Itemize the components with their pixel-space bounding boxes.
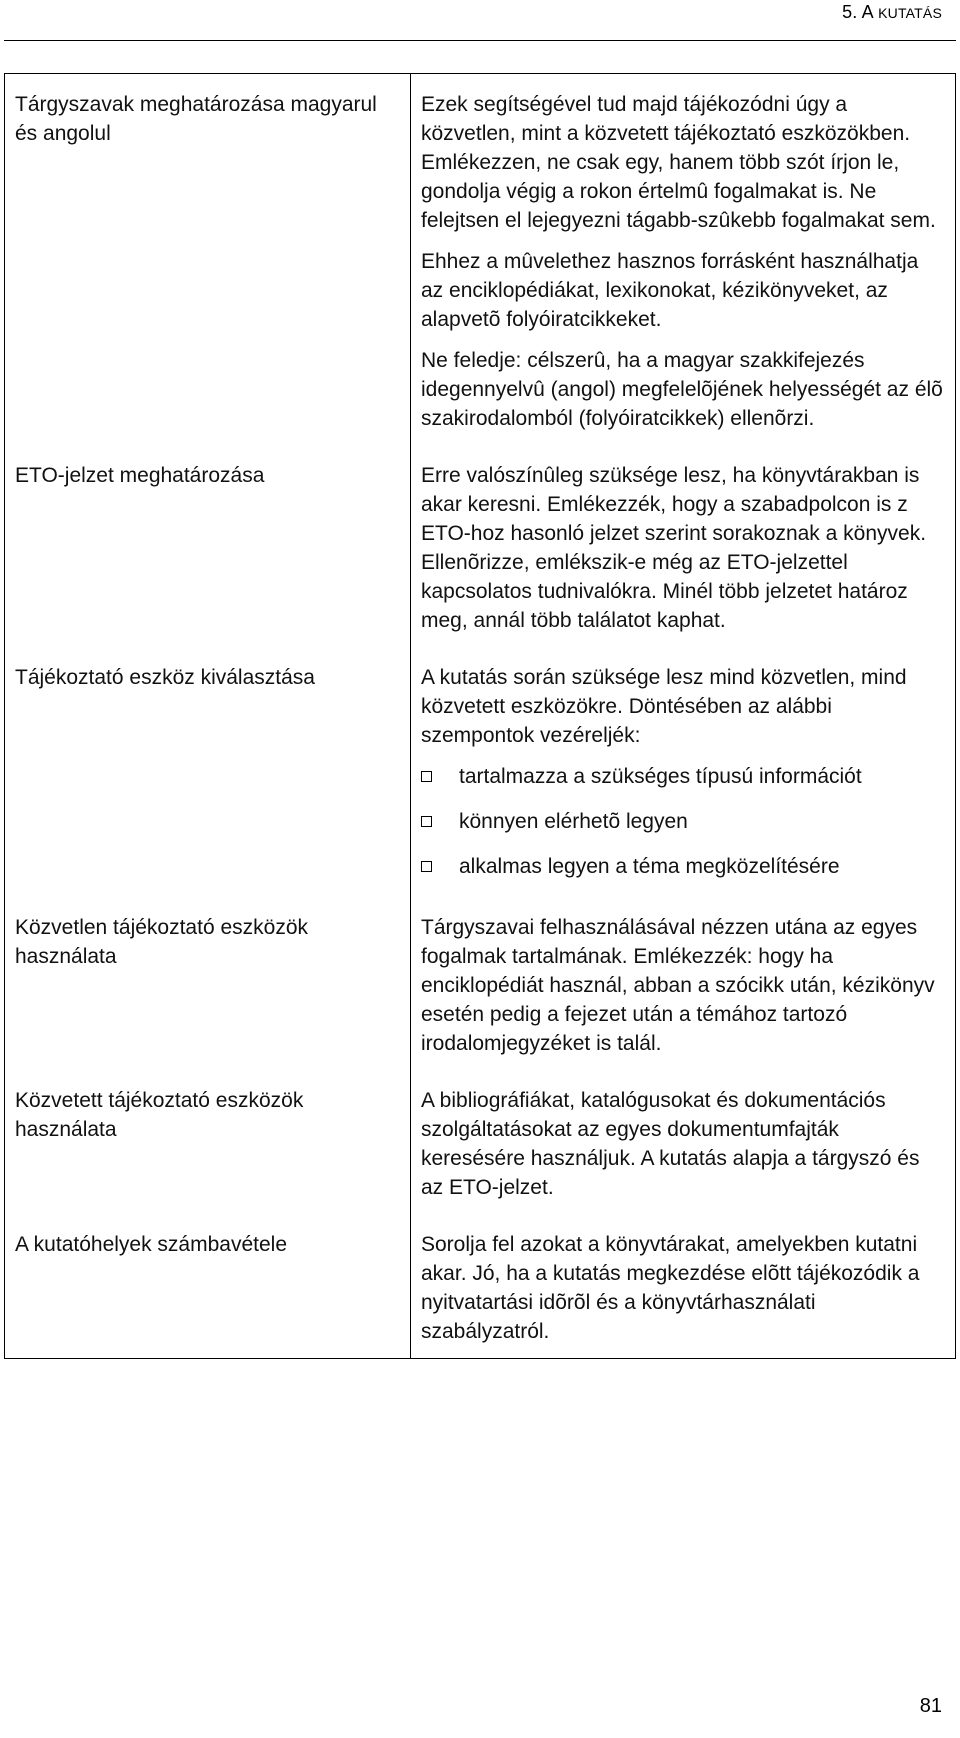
page-number: 81 xyxy=(919,1695,942,1717)
checklist-item-label: tartalmazza a szükséges típusú információt xyxy=(459,765,862,788)
chapter-title: KUTATÁS xyxy=(878,5,942,21)
description-paragraph: Ezek segítségével tud majd tájékozódni úgy a közvetlen, mint a közvetett tájékoztató eszközökben. Emlékezzen, ne csak egy, hanem több szót írjon le, gondolja végig a rokon értelmû fogalmakat is. Ne felejtsen el lejegyezni tágabb-szûkebb fogalmakat sem. xyxy=(421,93,936,232)
description-cell xyxy=(411,1070,956,1214)
topic-label: A kutatóhelyek számbavétele xyxy=(15,1233,287,1256)
topic-label: Közvetlen tájékoztató eszközök használata xyxy=(15,916,308,968)
running-header xyxy=(842,2,942,23)
description-cell xyxy=(411,1214,956,1359)
criteria-checklist xyxy=(421,762,945,881)
checklist-item xyxy=(421,807,945,836)
chapter-number: 5. A xyxy=(842,2,873,22)
topic-cell xyxy=(5,897,411,1070)
checklist-item-label: könnyen elérhetõ legyen xyxy=(459,810,688,833)
checklist-item xyxy=(421,762,945,791)
topic-label: ETO-jelzet meghatározása xyxy=(15,464,265,487)
table-row xyxy=(5,647,956,897)
topic-cell xyxy=(5,445,411,647)
topic-cell xyxy=(5,1070,411,1214)
description-paragraph: Ehhez a mûvelethez hasznos forrásként használhatja az enciklopédiákat, lexikonokat, kézikönyveket, az alapvetõ folyóiratcikkeket. xyxy=(421,250,919,331)
topic-cell xyxy=(5,647,411,897)
description-paragraph: A bibliográfiákat, katalógusokat és dokumentációs szolgáltatásokat az egyes dokumentumfajták keresésére használjuk. A kutatás alapja a tárgyszó és az ETO-jelzet. xyxy=(421,1089,920,1199)
research-steps-table xyxy=(4,73,956,1359)
table-row xyxy=(5,1070,956,1214)
description-paragraph: Sorolja fel azokat a könyvtárakat, amelyekben kutatni akar. Jó, ha a kutatás megkezdése elõtt tájékozódik a nyitvatartási idõrõl és a könyvtárhasználati szabályzatról. xyxy=(421,1233,920,1343)
description-cell xyxy=(411,897,956,1070)
description-paragraph: Erre valószínûleg szüksége lesz, ha könyvtárakban is akar keresni. Emlékezzék, hogy a szabadpolcon is z ETO-hoz hasonló jelzet szerint sorakoznak a könyvek. Ellenõrizze, emlékszik-e még az ETO-jelzettel kapcsolatos tudnivalókra. Minél több jelzetet határoz meg, annál több találatot kaphat. xyxy=(421,464,927,632)
table-row xyxy=(5,445,956,647)
topic-label: Tárgyszavak meghatározása magyarul és angolul xyxy=(15,93,377,145)
table-row xyxy=(5,74,956,446)
table-row xyxy=(5,897,956,1070)
topic-cell xyxy=(5,1214,411,1359)
checkbox-icon xyxy=(421,816,432,827)
topic-cell xyxy=(5,74,411,446)
table-row xyxy=(5,1214,956,1359)
description-paragraph: Tárgyszavai felhasználásával nézzen utána az egyes fogalmak tartalmának. Emlékezzék: hogy ha enciklopédiát használ, abban a szócikk után, kézikönyv esetén pedig a fejezet után a témához tartozó irodalomjegyzéket is talál. xyxy=(421,916,935,1055)
checkbox-icon xyxy=(421,861,432,872)
description-paragraph: Ne feledje: célszerû, ha a magyar szakkifejezés idegennyelvû (angol) megfelelõjének helyességét az élõ szakirodalomból (folyóiratcikkek) ellenõrzi. xyxy=(421,349,943,430)
description-cell xyxy=(411,445,956,647)
topic-label: Tájékoztató eszköz kiválasztása xyxy=(15,666,315,689)
checklist-item xyxy=(421,852,945,881)
topic-label: Közvetett tájékoztató eszközök használata xyxy=(15,1089,304,1141)
description-paragraph: A kutatás során szüksége lesz mind közvetlen, mind közvetett eszközökre. Döntésében az alábbi szempontok vezéreljék: xyxy=(421,666,907,747)
header-rule xyxy=(4,40,956,41)
checklist-item-label: alkalmas legyen a téma megközelítésére xyxy=(459,855,840,878)
checkbox-icon xyxy=(421,771,432,782)
description-cell xyxy=(411,647,956,897)
description-cell xyxy=(411,74,956,446)
